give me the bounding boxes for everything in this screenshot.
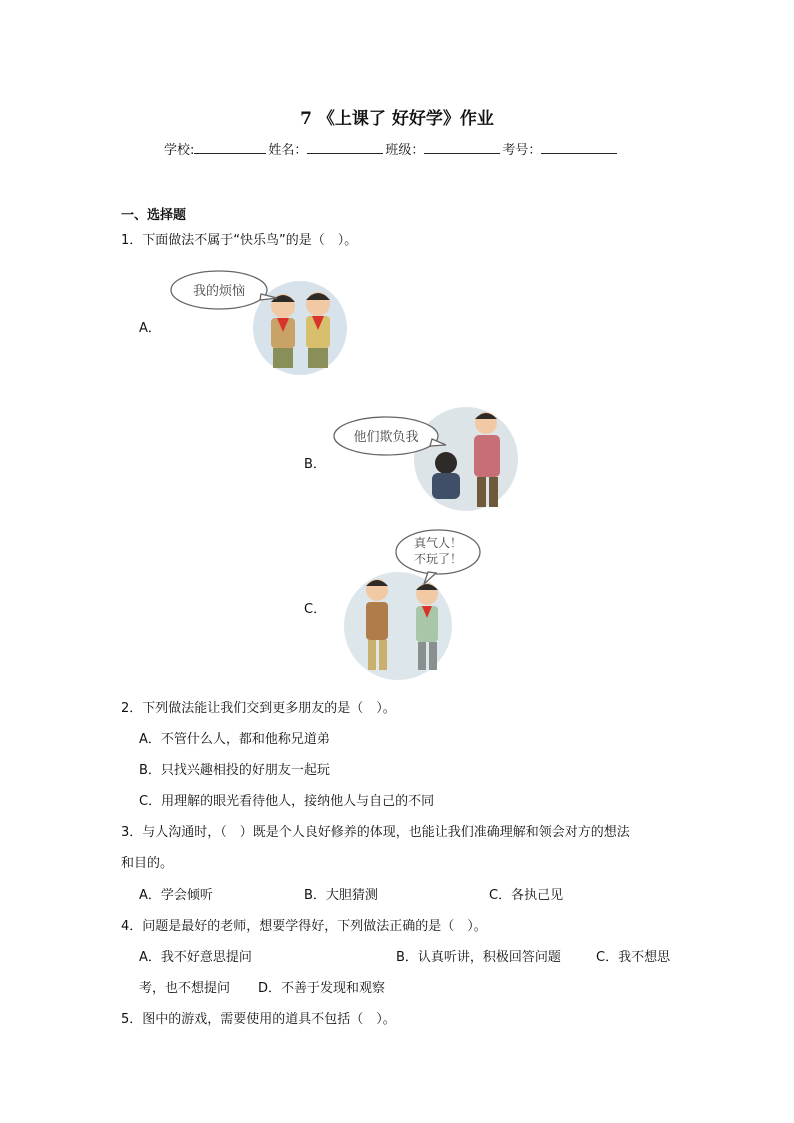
class-label: 班级： — [385, 143, 425, 158]
page-title: 7 《上课了 好好学》作业 — [300, 109, 494, 129]
name-label: 姓名： — [268, 143, 308, 158]
student-info-line — [164, 139, 619, 158]
name-blank[interactable] — [307, 141, 383, 154]
q1-option-a-label[interactable]: A． — [139, 321, 161, 336]
question-3-stem-line1: 3．与人沟通时，（ ）既是个人良好修养的体现，也能让我们准确理解和领会对方的想法 — [121, 825, 630, 840]
question-5-stem: 5．图中的游戏，需要使用的道具不包括（ ）。 — [121, 1012, 396, 1027]
q1-option-b-label[interactable]: B． — [304, 457, 326, 472]
q4-option-d[interactable]: D．不善于发现和观察 — [258, 981, 386, 996]
q1-option-c-label[interactable]: C． — [304, 602, 327, 617]
q1-c-bubble-line2: 不玩了！ — [413, 552, 463, 566]
q2-option-b[interactable]: B．只找兴趣相投的好朋友一起玩 — [139, 763, 330, 778]
q3-option-a[interactable]: A．学会倾听 — [139, 888, 213, 903]
class-blank[interactable] — [424, 141, 500, 154]
q2-option-a[interactable]: A．不管什么人，都和他称兄道弟 — [139, 732, 330, 747]
q4-option-c[interactable]: C．我不想思 — [596, 950, 671, 965]
q1-c-bubble-line1: 真气人！ — [413, 536, 463, 550]
q1-a-bubble-text: 我的烦恼 — [192, 284, 246, 299]
question-3-stem-line2: 和目的。 — [121, 856, 174, 871]
q4-option-a[interactable]: A．我不好意思提问 — [139, 950, 252, 965]
exam-no-label: 考号： — [502, 143, 542, 158]
q4-option-b[interactable]: B．认真听讲，积极回答问题 — [396, 950, 561, 965]
question-4-stem: 4．问题是最好的老师，想要学得好，下列做法正确的是（ ）。 — [121, 919, 487, 934]
q3-option-c[interactable]: C．各执己见 — [489, 888, 564, 903]
section-title: 一、选择题 — [121, 208, 187, 223]
q1-option-a-illustration — [165, 268, 360, 383]
q1-b-bubble-text: 他们欺负我 — [353, 430, 419, 445]
question-1-stem: 1．下面做法不属于“快乐鸟”的是（ ）。 — [121, 233, 358, 248]
q2-option-c[interactable]: C．用理解的眼光看待他人，接纳他人与自己的不同 — [139, 794, 435, 809]
q1-option-c-illustration — [342, 528, 482, 684]
q3-option-b[interactable]: B．大胆猜测 — [304, 888, 378, 903]
question-2-stem: 2．下列做法能让我们交到更多朋友的是（ ）。 — [121, 701, 396, 716]
q1-option-b-illustration — [328, 403, 520, 515]
school-blank[interactable] — [194, 141, 266, 154]
school-label: 学校: — [164, 143, 195, 158]
q4-option-c-continued: 考，也不想提问 — [139, 981, 231, 996]
exam-no-blank[interactable] — [541, 141, 617, 154]
